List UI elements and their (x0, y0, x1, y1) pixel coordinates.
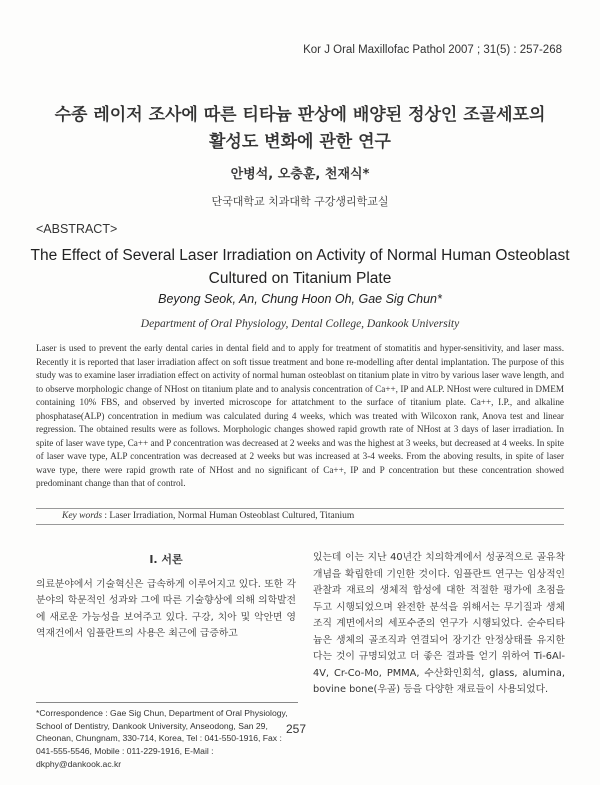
korean-authors: 안병석, 오충훈, 천재식* (230, 167, 370, 182)
keywords (36, 508, 564, 525)
english-affiliation: Department of Oral Physiology, Dental College, Dankook University (140, 318, 460, 330)
correspondence-footnote (36, 702, 298, 771)
korean-affiliation: 단국대학교 치과대학 구강생리학교실 (211, 195, 389, 208)
intro-paragraph-right: 있는데 이는 지난 40년간 치의학계에서 성공적으로 골유착 개념을 확립한데 기인한 것이다. 임플란트 연구는 임상적인 관찰과 재료의 생체적 합성에 대한 적절한 평가에 초점을 두고 시행되었으며 완전한 분석을 위해서는 무기질과 생체조직 계면에서의 세포수준의 연구가 시행되었다. 순수티타늄은 생체의 골조직과 연결되어 장기간 안정상태를 유지한다는 것이 규명되었고 더 좋은 결과를 얻기 위하여 Ti-6Al-4V, Cr-Co-Mo, PMMA, 수산화인회석, glass, alumina, bovine bone(우골) 등을 다양한 재료들이 사용되었다. (313, 552, 565, 695)
abstract-label: <ABSTRACT> (36, 222, 118, 236)
left-column (36, 552, 296, 643)
korean-title-line-1: 수종 레이저 조사에 따른 티타늄 판상에 배양된 정상인 조골세포의 (54, 105, 546, 125)
abstract-body (36, 342, 564, 491)
english-title (20, 244, 580, 290)
english-title-line-1: The Effect of Several Laser Irradiation on Activity of Normal Human Osteoblast (30, 247, 570, 264)
journal-reference: Kor J Oral Maxillofac Pathol 2007 ; 31(5) : 257-268 (303, 44, 562, 56)
keywords-list: : Laser Irradiation, Normal Human Osteoblast Cultured, Titanium (102, 511, 355, 521)
abstract-text: Laser is used to prevent the early dental caries in dental field and to apply for treatment of stomatitis and hyper-sensitivity, and laser mass. Recently it is reported that laser irradiation affect on soft tissue treatment and bone re-modelling after dental implantation. The purpose of this study was to examine laser irradiation effect on activity of normal human osteoblast on titanium plate in vitro by various laser wave length, and to observe morphologic change of NHost on titanium plate and to analysis concentration of Ca++, IP and ALP. NHost were cultured in DMEM containing 10% FBS, and observed by inverted microscope for attatchment to the surface of titanium plate. Ca++, I.P., and alkaline phosphatase(ALP) concentration in medium was calculated during 4 weeks, which was treated with Wilcoxon rank, Anova test and linear regression. The obtained results were as follows. Morphologic changes showed rapid growth rate of NHost at 3 days of laser irradiation. In spite of laser wave type, Ca++ and P concentration was decreased at 2 weeks and was the highest at 3 weeks, but decreased at 4 weeks. In spite of laser wave type, ALP concentration was decreased at 2 weeks but was increased at 3-4 weeks. From the aboving results, in spite of laser wave type, there were rapid growth rate of NHost and no significant of Ca++, IP and P concentration but these concentration showed predominant change than that of control. (36, 343, 564, 489)
english-title-line-2: Cultured on Titanium Plate (208, 270, 392, 287)
footnote-text: *Correspondence : Gae Sig Chun, Department of Oral Physiology, School of Dentistry, Dankook University, Anseodong, San 29, Cheonan, Chungnam, 330-714, Korea, Tel : 041-550-1916, Fax : 041-555-5546, Mobile : 011-229-1916, E-Mail : dkphy@dankook.ac.kr (36, 708, 288, 769)
keywords-label: Key words (62, 511, 103, 521)
korean-title-line-2: 활성도 변화에 관한 연구 (209, 132, 391, 152)
right-column (313, 550, 565, 699)
intro-paragraph-left: 의료분야에서 기술혁신은 급속하게 이루어지고 있다. 또한 각 분야의 학문적인 성과와 그에 따른 기술향상에 의해 의학발전에 새로운 가능성을 보여주고 있다. 구강, 치아 및 악안면 영역재건에서 임플란트의 사용은 최근에 급증하고 (36, 578, 296, 639)
page-number: 257 (286, 722, 307, 736)
english-authors: Beyong Seok, An, Chung Hoon Oh, Gae Sig Chun* (158, 292, 442, 306)
korean-title (20, 102, 580, 156)
section-heading: I. 서론 (149, 553, 183, 566)
